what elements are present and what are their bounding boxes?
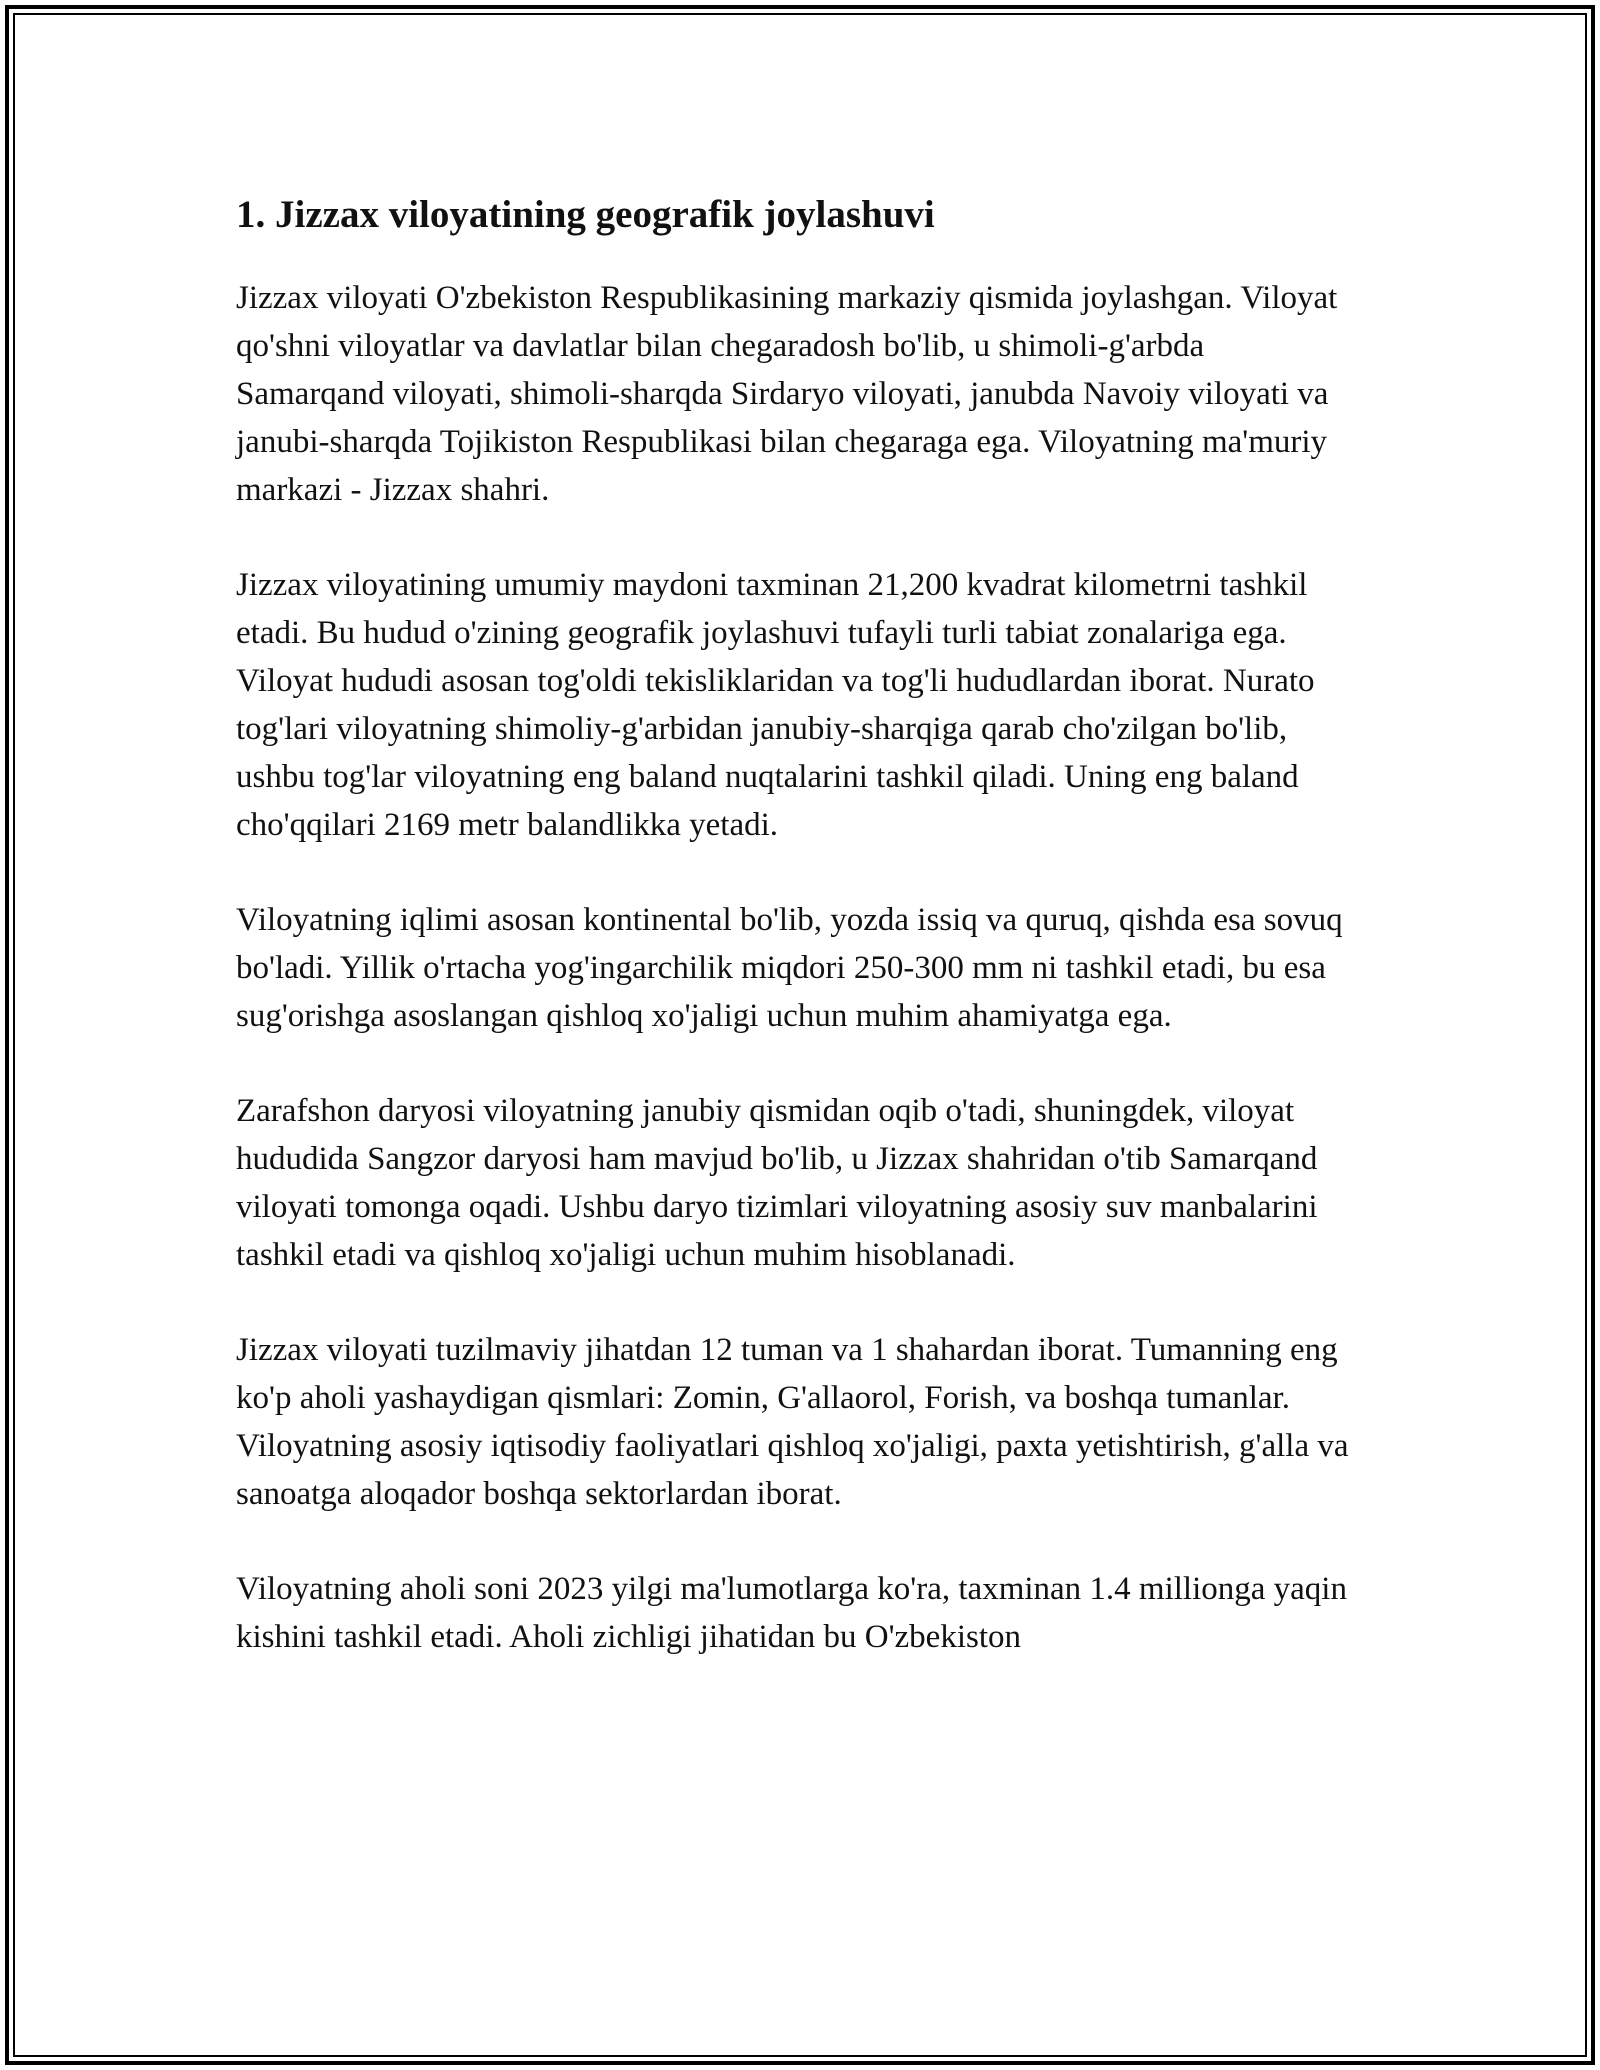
section-heading: 1. Jizzax viloyatining geografik joylashuvi <box>236 193 935 236</box>
paragraph-location: Jizzax viloyati O'zbekiston Respublikasining markaziy qismida joylashgan. Viloyat qo'shni viloyatlar va davlatlar bilan chegaradosh bo'lib, u shimoli-g'arbda Samarqand viloyati, shimoli-sharqda Sirdaryo viloyati, janubda Navoiy viloyati va janubi-sharqda Tojikiston Respublikasi bilan chegaraga ega. Viloyatning ma'muriy markazi - Jizzax shahri. <box>236 280 1338 508</box>
paragraph-area-relief: Jizzax viloyatining umumiy maydoni taxminan 21,200 kvadrat kilometrni tashkil etadi. Bu hudud o'zining geografik joylashuvi tufayli turli tabiat zonalariga ega. Viloyat hududi asosan tog'oldi tekisliklaridan va tog'li hududlardan iborat. Nurato tog'lari viloyatning shimoliy-g'arbidan janubiy-sharqiga qarab cho'zilgan bo'lib, ushbu tog'lar viloyatning eng baland nuqtalarini tashkil qiladi. Uning eng baland cho'qqilari 2169 metr balandlikka yetadi. <box>236 567 1315 843</box>
paragraph-population: Viloyatning aholi soni 2023 yilgi ma'lumotlarga ko'ra, taxminan 1.4 millionga yaqin kishini tashkil etadi. Aholi zichligi jihatidan bu O'zbekiston <box>236 1571 1347 1655</box>
paragraph-rivers: Zarafshon daryosi viloyatning janubiy qismidan oqib o'tadi, shuningdek, viloyat hududida Sangzor daryosi ham mavjud bo'lib, u Jizzax shahridan o'tib Samarqand viloyati tomonga oqadi. Ushbu daryo tizimlari viloyatning asosiy suv manbalarini tashkil etadi va qishloq xo'jaligi uchun muhim hisoblanadi. <box>236 1093 1318 1273</box>
paragraph-climate: Viloyatning iqlimi asosan kontinental bo'lib, yozda issiq va quruq, qishda esa sovuq bo'ladi. Yillik o'rtacha yog'ingarchilik miqdori 250-300 mm ni tashkil etadi, bu esa sug'orishga asoslangan qishloq xo'jaligi uchun muhim ahamiyatga ega. <box>236 902 1343 1034</box>
document-body <box>236 186 1356 1708</box>
paragraph-administration: Jizzax viloyati tuzilmaviy jihatdan 12 tuman va 1 shahardan iborat. Tumanning eng ko'p aholi yashaydigan qismlari: Zomin, G'allaorol, Forish, va boshqa tumanlar. Viloyatning asosiy iqtisodiy faoliyatlari qishloq xo'jaligi, paxta yetishtirish, g'alla va sanoatga aloqador boshqa sektorlardan iborat. <box>236 1332 1349 1512</box>
